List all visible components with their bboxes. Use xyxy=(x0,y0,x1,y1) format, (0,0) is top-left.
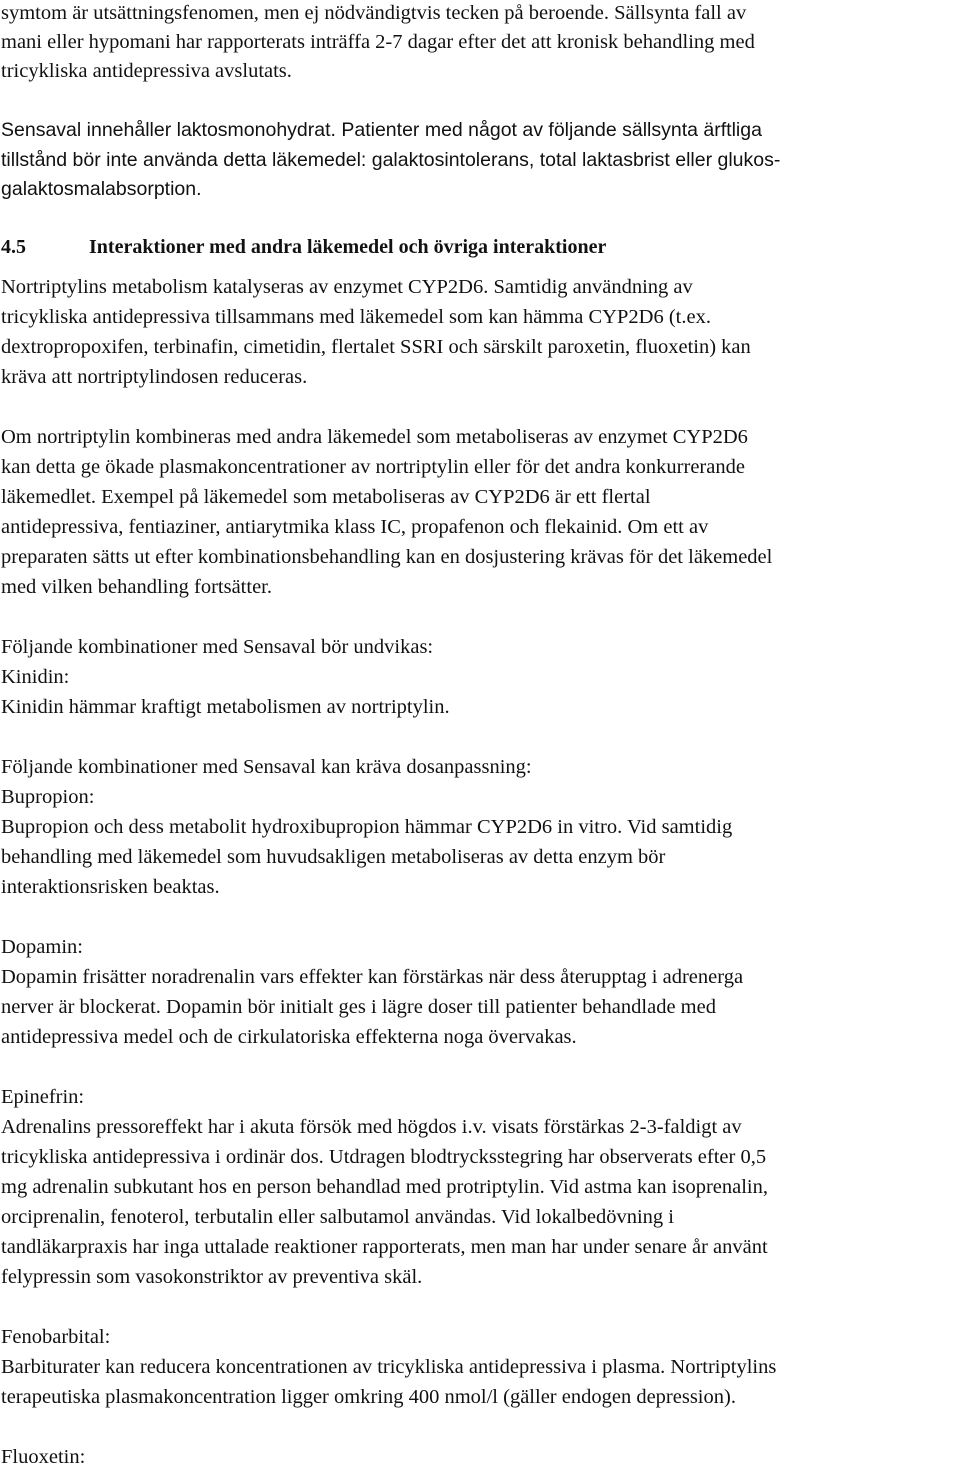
subheading: Bupropion: xyxy=(1,786,95,808)
text-line: tricykliska antidepressiva i ordinär dos. Utdragen blodtrycksstegring har observerats efter 0,5 xyxy=(1,1146,767,1168)
subheading: Epinefrin: xyxy=(1,1086,85,1108)
section-heading xyxy=(1,234,606,260)
text-line: Sensaval innehåller laktosmonohydrat. Patienter med något av följande sällsynta ärftliga xyxy=(1,119,762,141)
text-line: preparaten sätts ut efter kombinationsbehandling kan en dosjustering krävas för det läkemedel xyxy=(1,546,773,568)
text-line: dextropropoxifen, terbinafin, cimetidin, flertalet SSRI och särskilt paroxetin, fluoxetin) kan xyxy=(1,336,751,358)
text-line: interaktionsrisken beaktas. xyxy=(1,876,220,898)
text-line: Följande kombinationer med Sensaval bör undvikas: xyxy=(1,636,434,658)
section-title: Interaktioner med andra läkemedel och övriga interaktioner xyxy=(89,236,607,258)
text-line: Dopamin frisätter noradrenalin vars effekter kan förstärkas när dess återupptag i adrenerga xyxy=(1,966,744,988)
text-line: galaktosmalabsorption. xyxy=(1,178,202,200)
text-line: antidepressiva medel och de cirkulatoriska effekterna noga övervakas. xyxy=(1,1026,577,1048)
text-line: tillstånd bör inte använda detta läkemedel: galaktosintolerans, total laktasbrist eller glukos- xyxy=(1,149,781,171)
text-line: Nortriptylins metabolism katalyseras av enzymet CYP2D6. Samtidig användning av xyxy=(1,276,693,298)
text-line: behandling med läkemedel som huvudsakligen metaboliseras av detta enzym bör xyxy=(1,846,666,868)
subheading: Dopamin: xyxy=(1,936,83,958)
text-line: Barbiturater kan reducera koncentrationen av tricykliska antidepressiva i plasma. Nortriptylins xyxy=(1,1356,777,1378)
text-line: nerver är blockerat. Dopamin bör initialt ges i lägre doser till patienter behandlade med xyxy=(1,996,716,1018)
text-line: med vilken behandling fortsätter. xyxy=(1,576,272,598)
text-line: Adrenalins pressoreffekt har i akuta försök med högdos i.v. visats förstärkas 2-3-faldigt av xyxy=(1,1116,742,1138)
section-number: 4.5 xyxy=(1,236,26,258)
text-line: kan detta ge ökade plasmakoncentrationer av nortriptylin eller för det andra konkurrerande xyxy=(1,456,745,478)
subheading: Kinidin: xyxy=(1,666,70,688)
subheading: Fluoxetin: xyxy=(1,1446,86,1468)
text-line: terapeutiska plasmakoncentration ligger omkring 400 nmol/l (gäller endogen depression). xyxy=(1,1386,736,1408)
text-line: mg adrenalin subkutant hos en person behandlad med protriptylin. Vid astma kan isoprenalin, xyxy=(1,1176,768,1198)
text-line: tandläkarpraxis har inga uttalade reaktioner rapporterats, men man har under senare år använt xyxy=(1,1236,768,1258)
text-line: Bupropion och dess metabolit hydroxibupropion hämmar CYP2D6 in vitro. Vid samtidig xyxy=(1,816,733,838)
text-line: läkemedlet. Exempel på läkemedel som metaboliseras av CYP2D6 är ett flertal xyxy=(1,486,651,508)
text-line: felypressin som vasokonstriktor av preventiva skäl. xyxy=(1,1266,423,1288)
text-line: mani eller hypomani har rapporterats inträffa 2-7 dagar efter det att kronisk behandling med xyxy=(1,31,755,53)
text-line: Om nortriptylin kombineras med andra läkemedel som metaboliseras av enzymet CYP2D6 xyxy=(1,426,748,448)
text-line: symtom är utsättningsfenomen, men ej nödvändigtvis tecken på beroende. Sällsynta fall av xyxy=(1,2,747,24)
text-line: antidepressiva, fentiaziner, antiarytmika klass IC, propafenon och flekainid. Om ett av xyxy=(1,516,709,538)
text-line: tricykliska antidepressiva tillsammans med läkemedel som kan hämma CYP2D6 (t.ex. xyxy=(1,306,711,328)
text-line: Följande kombinationer med Sensaval kan kräva dosanpassning: xyxy=(1,756,532,778)
text-line: tricykliska antidepressiva avslutats. xyxy=(1,60,292,82)
text-line: orciprenalin, fenoterol, terbutalin eller salbutamol användas. Vid lokalbedövning i xyxy=(1,1206,674,1228)
subheading: Fenobarbital: xyxy=(1,1326,111,1348)
text-line: Kinidin hämmar kraftigt metabolismen av nortriptylin. xyxy=(1,696,450,718)
text-line: kräva att nortriptylindosen reduceras. xyxy=(1,366,308,388)
